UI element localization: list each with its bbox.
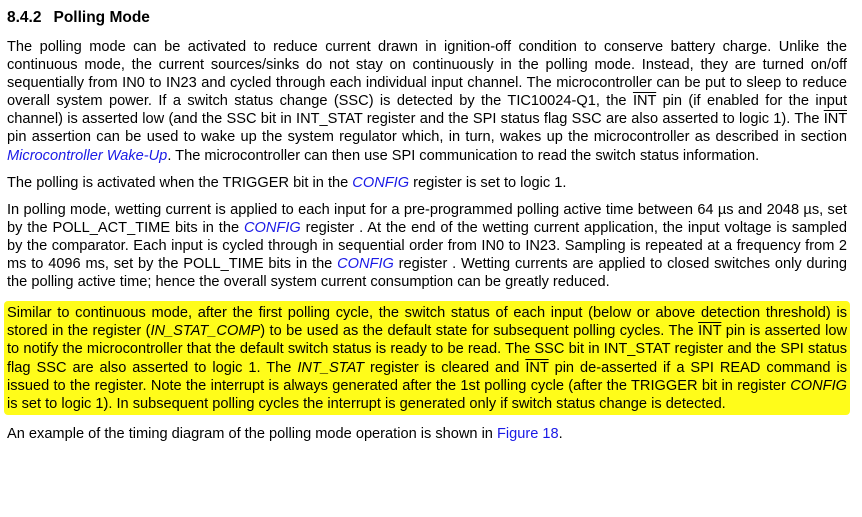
text-run: The polling is activated when the TRIGGER bit in the — [7, 174, 353, 191]
text-run: register is cleared and — [364, 359, 526, 376]
int-pin-signal: $\overline{INT}$ — [525, 359, 549, 376]
text-run: register . Wetting currents are applied to closed switches only during the polling active time; hence the overall system current consumption can be greatly reduced. — [7, 256, 847, 291]
paragraph-figure-reference — [7, 425, 847, 443]
document-section — [7, 8, 847, 443]
register-name: INT_STAT — [297, 359, 365, 376]
text-run: pin (if enabled for the input channel) is asserted low (and the SSC bit in INT_STAT register and the SPI status flag SSC are also asserted to logic 1). The — [7, 93, 847, 128]
text-run: The polling mode can be activated to reduce current drawn in ignition-off condition to conserve battery charge. Unlike the continuous mode, the current sources/sinks do not stay on continuously in the polling mode. Instead, they are turned on/off sequentially from IN0 to IN23 and cycled through each individual input channel. The microcontroller can be put to sleep to reduce overall system power. If a switch status change (SSC) is detected by the TIC10024-Q1, the — [7, 39, 847, 110]
text-run: . The microcontroller can then use SPI communication to read the switch status information. — [167, 147, 760, 164]
text-run: pin is asserted low to notify the microcontroller that the default switch status is ready to be read. The SSC bit in INT_STAT register and the SPI status flag SSC are also asserted to logic 1. The — [7, 323, 847, 376]
text-run: Similar to continuous mode, after the first polling cycle, the switch status of each input (below or above detection threshold) is stored in the register ( — [7, 305, 847, 340]
text-run: In polling mode, wetting current is applied to each input for a pre-programmed polling active time between 64 µs and 2048 µs, set by the POLL_ACT_TIME bits in the — [7, 201, 847, 236]
text-run: register is set to logic 1. — [409, 174, 567, 191]
text-run: pin de-asserted if a SPI READ command is issued to the register. Note the interrupt is always generated after the 1st polling cycle (after the TRIGGER bit in register — [7, 359, 847, 394]
paragraph-intro — [7, 38, 847, 165]
microcontroller-wakeup-link[interactable]: Microcontroller Wake-Up — [7, 147, 168, 164]
text-run: register . At the end of the wetting current application, the input voltage is sampled by the comparator. Each input is cycled through in sequential order from IN0 to IN23. Sampling is repeated at a frequency from 2 ms to 4096 ms, set by the POLL_TIME bits in the — [7, 219, 847, 273]
text-run: is set to logic 1). In subsequent polling cycles the interrupt is generated only if switch status change is detected. — [7, 395, 726, 412]
int-pin-signal: $\overline{INT}$ — [632, 93, 657, 110]
register-name: IN_STAT_COMP — [150, 323, 261, 340]
text-run: pin assertion can be used to wake up the system regulator which, in turn, wakes up the microcontroller as described in section — [7, 129, 847, 146]
text-run: . — [558, 425, 563, 442]
section-heading — [7, 8, 847, 28]
section-title: Polling Mode — [53, 9, 150, 26]
text-run: An example of the timing diagram of the polling mode operation is shown in — [7, 425, 497, 442]
highlighted-block — [4, 301, 850, 415]
register-name: CONFIG — [790, 377, 847, 394]
int-pin-signal: $\overline{INT}$ — [698, 323, 722, 340]
text-run: ) to be used as the default state for subsequent polling cycles. The — [260, 323, 699, 340]
paragraph-trigger — [7, 174, 847, 192]
paragraph-highlighted — [7, 304, 847, 413]
config-register-link[interactable]: CONFIG — [243, 219, 301, 236]
int-pin-signal: $\overline{INT}$ — [823, 111, 847, 128]
config-register-link[interactable]: CONFIG — [337, 256, 394, 273]
paragraph-wetting-current — [7, 201, 847, 291]
figure-18-link[interactable]: Figure 18 — [496, 425, 559, 442]
section-number: 8.4.2 — [7, 9, 42, 26]
config-register-link[interactable]: CONFIG — [352, 174, 410, 191]
